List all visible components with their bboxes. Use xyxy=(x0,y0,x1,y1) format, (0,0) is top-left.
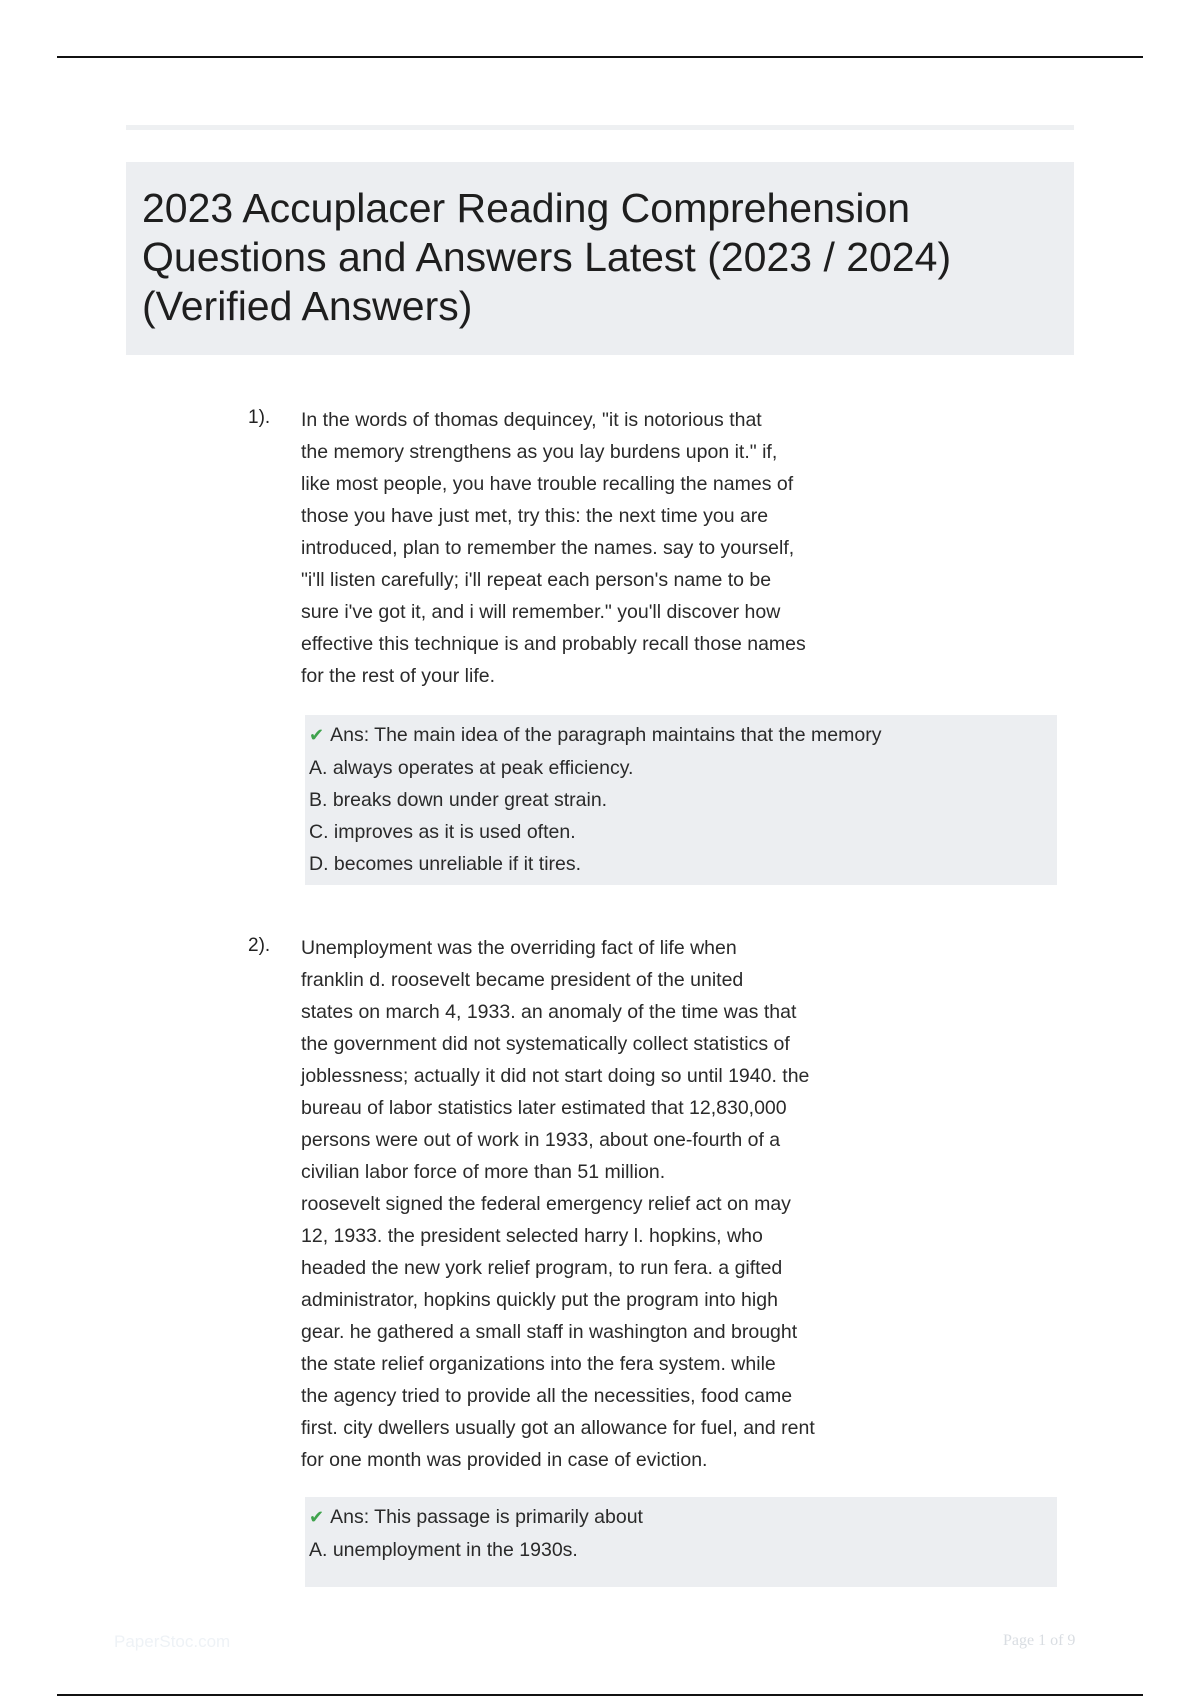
answer-line xyxy=(309,1501,1057,1534)
answer-option: B. breaks down under great strain. xyxy=(309,789,608,811)
passage-line: those you have just met, try this: the next time you are xyxy=(301,505,769,527)
answer-box xyxy=(305,715,1057,885)
passage-line: gear. he gathered a small staff in washington and brought xyxy=(301,1321,798,1343)
page-title xyxy=(142,184,1058,331)
passage-line: like most people, you have trouble recalling the names of xyxy=(301,473,794,495)
title-line: Questions and Answers Latest (2023 / 2024) xyxy=(142,234,952,280)
answer-prompt: Ans: This passage is primarily about xyxy=(330,1506,643,1528)
passage-line: Unemployment was the overriding fact of life when xyxy=(301,937,737,959)
passage-line: 12, 1933. the president selected harry l. hopkins, who xyxy=(301,1225,763,1247)
passage-line: the state relief organizations into the fera system. while xyxy=(301,1353,776,1375)
check-icon: ✔ xyxy=(309,725,325,746)
page-number: Page 1 of 9 xyxy=(1003,1632,1076,1649)
passage-line: for one month was provided in case of eviction. xyxy=(301,1449,708,1471)
passage-line: bureau of labor statistics later estimated that 12,830,000 xyxy=(301,1097,787,1119)
question-passage xyxy=(301,932,871,1476)
passage-line: headed the new york relief program, to run fera. a gifted xyxy=(301,1257,783,1279)
passage-line: roosevelt signed the federal emergency relief act on may xyxy=(301,1193,791,1215)
passage-line: the agency tried to provide all the necessities, food came xyxy=(301,1385,793,1407)
top-divider xyxy=(57,56,1143,58)
passage-line: franklin d. roosevelt became president of the united xyxy=(301,969,744,991)
passage-line: administrator, hopkins quickly put the program into high xyxy=(301,1289,778,1311)
passage-line: In the words of thomas dequincey, "it is notorious that xyxy=(301,409,762,431)
question-number: 2). xyxy=(248,935,271,956)
passage-line: sure i've got it, and i will remember." you'll discover how xyxy=(301,601,781,623)
title-line: (Verified Answers) xyxy=(142,283,473,329)
passage-line: "i'll listen carefully; i'll repeat each person's name to be xyxy=(301,569,772,591)
passage-line: first. city dwellers usually got an allowance for fuel, and rent xyxy=(301,1417,815,1439)
passage-line: states on march 4, 1933. an anomaly of the time was that xyxy=(301,1001,797,1023)
answer-option: C. improves as it is used often. xyxy=(309,821,576,843)
passage-line: for the rest of your life. xyxy=(301,665,496,687)
title-line: 2023 Accuplacer Reading Comprehension xyxy=(142,185,911,231)
question-passage xyxy=(301,404,871,692)
passage-line: introduced, plan to remember the names. say to yourself, xyxy=(301,537,795,559)
answer-line xyxy=(309,719,1057,752)
answer-box xyxy=(305,1497,1057,1587)
check-icon: ✔ xyxy=(309,1507,325,1528)
question-number: 1). xyxy=(248,407,271,428)
passage-line: the memory strengthens as you lay burdens upon it." if, xyxy=(301,441,778,463)
passage-line: joblessness; actually it did not start doing so until 1940. the xyxy=(301,1065,810,1087)
answer-prompt: Ans: The main idea of the paragraph maintains that the memory xyxy=(330,724,882,746)
bottom-divider xyxy=(57,1694,1143,1696)
passage-line: effective this technique is and probably recall those names xyxy=(301,633,806,655)
answer-option: A. always operates at peak efficiency. xyxy=(309,757,634,779)
header-divider xyxy=(126,125,1074,130)
passage-line: persons were out of work in 1933, about one-fourth of a xyxy=(301,1129,781,1151)
title-banner xyxy=(126,162,1074,355)
watermark: PaperStoc.com xyxy=(114,1632,231,1651)
answer-option: A. unemployment in the 1930s. xyxy=(309,1539,578,1561)
passage-line: the government did not systematically collect statistics of xyxy=(301,1033,790,1055)
passage-line: civilian labor force of more than 51 million. xyxy=(301,1161,666,1183)
answer-option: D. becomes unreliable if it tires. xyxy=(309,853,582,875)
